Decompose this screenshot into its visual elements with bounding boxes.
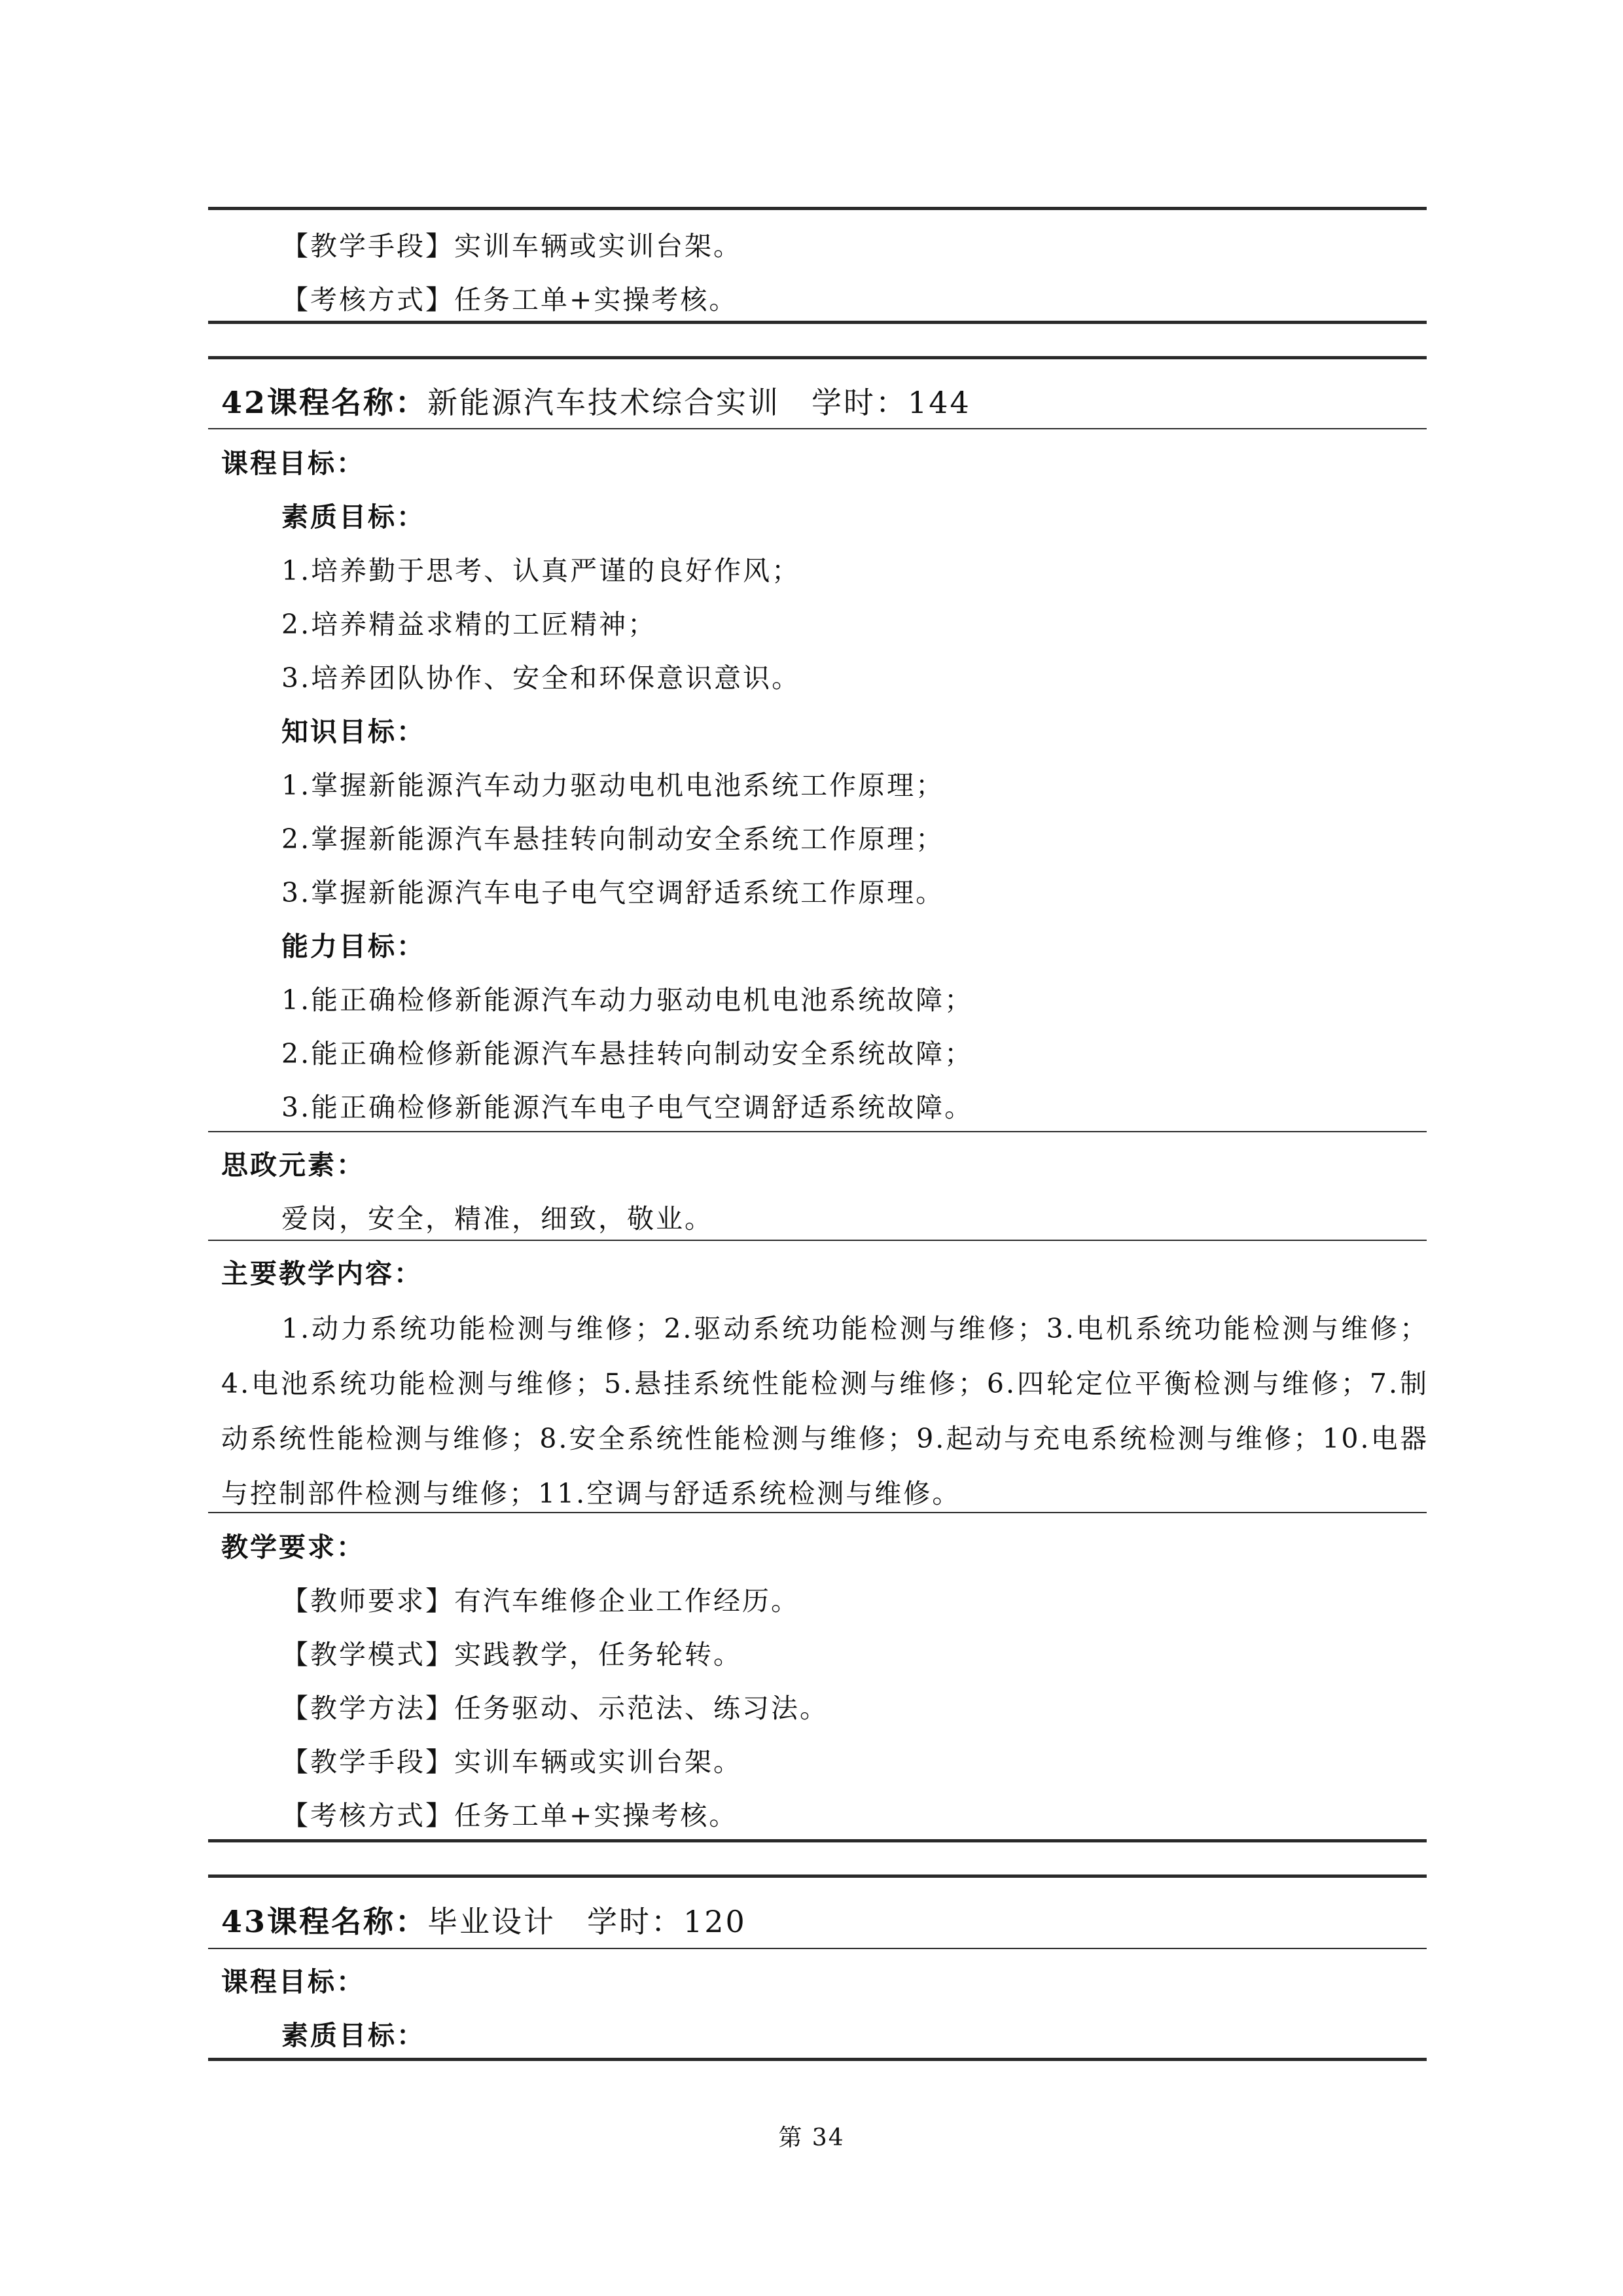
requirement-item: 【教学模式】实践教学，任务轮转。 xyxy=(281,1639,742,1670)
course-title-43 xyxy=(221,1902,747,1941)
knowledge-goals-heading: 知识目标： xyxy=(281,716,425,747)
ideology-text: 爱岗，安全，精准，细致，敬业。 xyxy=(281,1203,713,1234)
page-number: 第 34 xyxy=(778,2125,845,2151)
table-bottom-border xyxy=(208,2058,1427,2061)
requirement-item: 【教师要求】有汽车维修企业工作经历。 xyxy=(281,1585,800,1617)
content-paragraph: 1.动力系统功能检测与维修；2.驱动系统功能检测与维修；3.电机系统功能检测与维修；4.电池系统功能检测与维修；5.悬挂系统性能检测与维修；6.四轮定位平衡检测与维修；7.制动系统性能检测与维修；8.安全系统性能检测与维修；9.起动与充电系统检测与维修；10.电器与控制部件检测与维修；11.空调与舒适系统检测与维修。 xyxy=(221,1313,1429,1509)
requirement-item: 【教学手段】实训车辆或实训台架。 xyxy=(281,1746,742,1778)
table-top-border xyxy=(208,1874,1427,1878)
course-number: 43 xyxy=(221,1904,268,1939)
quality-goal-item: 1.培养勤于思考、认真严谨的良好作风； xyxy=(281,555,801,586)
knowledge-goal-item: 3.掌握新能源汽车电子电气空调舒适系统工作原理。 xyxy=(281,877,945,908)
course-hours: 120 xyxy=(683,1904,747,1939)
course-name: 新能源汽车技术综合实训 xyxy=(427,385,781,420)
ability-goals-heading: 能力目标： xyxy=(281,931,425,962)
quality-goals-heading: 素质目标： xyxy=(281,2020,425,2051)
ability-goal-item: 1.能正确检修新能源汽车动力驱动电机电池系统故障； xyxy=(281,984,974,1016)
row-divider xyxy=(208,428,1427,429)
quality-goal-item: 2.培养精益求精的工匠精神； xyxy=(281,609,657,640)
knowledge-goal-item: 2.掌握新能源汽车悬挂转向制动安全系统工作原理； xyxy=(281,823,945,855)
knowledge-goal-item: 1.掌握新能源汽车动力驱动电机电池系统工作原理； xyxy=(281,770,945,801)
ideology-heading: 思政元素： xyxy=(221,1149,365,1181)
course-hours: 144 xyxy=(908,385,971,420)
row-divider xyxy=(208,1512,1427,1513)
course-name-label: 课程名称： xyxy=(267,1904,428,1939)
requirements-heading: 教学要求： xyxy=(221,1532,365,1563)
assessment-line: 【考核方式】任务工单+实操考核。 xyxy=(281,284,738,315)
requirement-item: 【教学方法】任务驱动、示范法、练习法。 xyxy=(281,1693,829,1724)
table-top-border xyxy=(208,207,1427,210)
course-number: 42 xyxy=(221,385,268,420)
content-heading: 主要教学内容： xyxy=(221,1258,423,1289)
ability-goal-item: 3.能正确检修新能源汽车电子电气空调舒适系统故障。 xyxy=(281,1092,974,1123)
course-goals-heading: 课程目标： xyxy=(221,448,365,479)
table-bottom-border xyxy=(208,321,1427,324)
teaching-means-line: 【教学手段】实训车辆或实训台架。 xyxy=(281,230,742,262)
course-hours-label: 学时： xyxy=(587,1904,684,1939)
quality-goal-item: 3.培养团队协作、安全和环保意识意识。 xyxy=(281,662,801,694)
course-name: 毕业设计 xyxy=(427,1904,556,1939)
course-goals-heading: 课程目标： xyxy=(221,1966,365,1998)
ability-goal-item: 2.能正确检修新能源汽车悬挂转向制动安全系统故障； xyxy=(281,1038,974,1069)
course-name-label: 课程名称： xyxy=(267,385,428,420)
table-bottom-border xyxy=(208,1839,1427,1842)
row-divider xyxy=(208,1948,1427,1949)
course-hours-label: 学时： xyxy=(812,385,908,420)
row-divider xyxy=(208,1131,1427,1132)
course-title-42 xyxy=(221,383,971,422)
requirement-item: 【考核方式】任务工单+实操考核。 xyxy=(281,1800,738,1831)
quality-goals-heading: 素质目标： xyxy=(281,501,425,533)
table-top-border xyxy=(208,356,1427,359)
row-divider xyxy=(208,1240,1427,1241)
